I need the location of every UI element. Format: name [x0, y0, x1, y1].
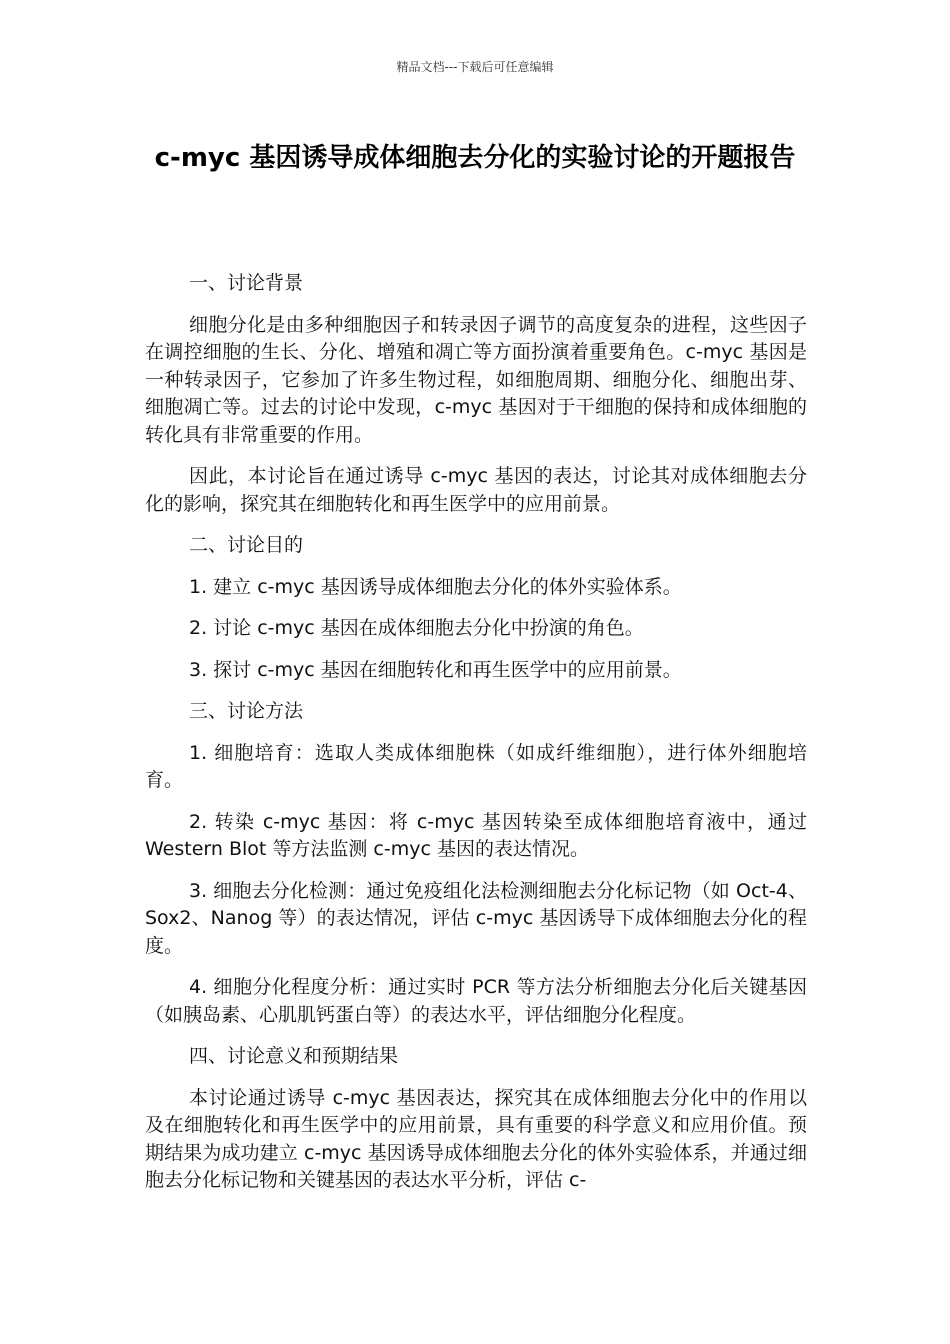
list-item-method-1: 1. 细胞培育：选取人类成体细胞株（如成纤维细胞），进行体外细胞培育。 — [145, 741, 807, 791]
section-heading-purpose: 二、讨论目的 — [189, 534, 304, 556]
list-item-method-3: 3. 细胞去分化检测：通过免疫组化法检测细胞去分化标记物（如 Oct-4、Sox2、Nanog 等）的表达情况，评估 c-myc 基因诱导下成体细胞去分化的程度。 — [145, 879, 807, 957]
document-body — [145, 270, 807, 1209]
paragraph-background-1: 细胞分化是由多种细胞因子和转录因子调节的高度复杂的进程，这些因子在调控细胞的生长、分化、增殖和凋亡等方面扮演着重要角色。c-myc 基因是一种转录因子，它参加了许多生物过程，如细胞周期、细胞分化、细胞出芽、细胞凋亡等。过去的讨论中发现，c-myc 基因对于干细胞的保持和成体细胞的转化具有非常重要的作用。 — [145, 313, 807, 446]
list-item-method-2: 2. 转染 c-myc 基因：将 c-myc 基因转染至成体细胞培育液中，通过 Western Blot 等方法监测 c-myc 基因的表达情况。 — [145, 810, 807, 860]
list-item-method-4: 4. 细胞分化程度分析：通过实时 PCR 等方法分析细胞去分化后关键基因（如胰岛素、心肌肌钙蛋白等）的表达水平，评估细胞分化程度。 — [145, 976, 807, 1026]
header-note: 精品文档---下载后可任意编辑 — [396, 60, 554, 74]
document-title: c-myc 基因诱导成体细胞去分化的实验讨论的开题报告 — [154, 143, 796, 173]
list-item-purpose-1: 1. 建立 c-myc 基因诱导成体细胞去分化的体外实验体系。 — [189, 575, 682, 598]
paragraph-significance-1: 本讨论通过诱导 c-myc 基因表达，探究其在成体细胞去分化中的作用以及在细胞转化和再生医学中的应用前景，具有重要的科学意义和应用价值。预期结果为成功建立 c-myc 基因诱导成体细胞去分化的体外实验体系，并通过细胞去分化标记物和关键基因的表达水平分析，评估 c- — [145, 1086, 807, 1191]
list-item-purpose-3: 3. 探讨 c-myc 基因在细胞转化和再生医学中的应用前景。 — [189, 658, 682, 681]
section-heading-method: 三、讨论方法 — [189, 700, 304, 722]
section-heading-background: 一、讨论背景 — [189, 272, 304, 294]
list-item-purpose-2: 2. 讨论 c-myc 基因在成体细胞去分化中扮演的角色。 — [189, 617, 644, 639]
paragraph-background-2: 因此，本讨论旨在通过诱导 c-myc 基因的表达，讨论其对成体细胞去分化的影响，探究其在细胞转化和再生医学中的应用前景。 — [145, 465, 807, 515]
section-heading-significance: 四、讨论意义和预期结果 — [189, 1045, 399, 1067]
